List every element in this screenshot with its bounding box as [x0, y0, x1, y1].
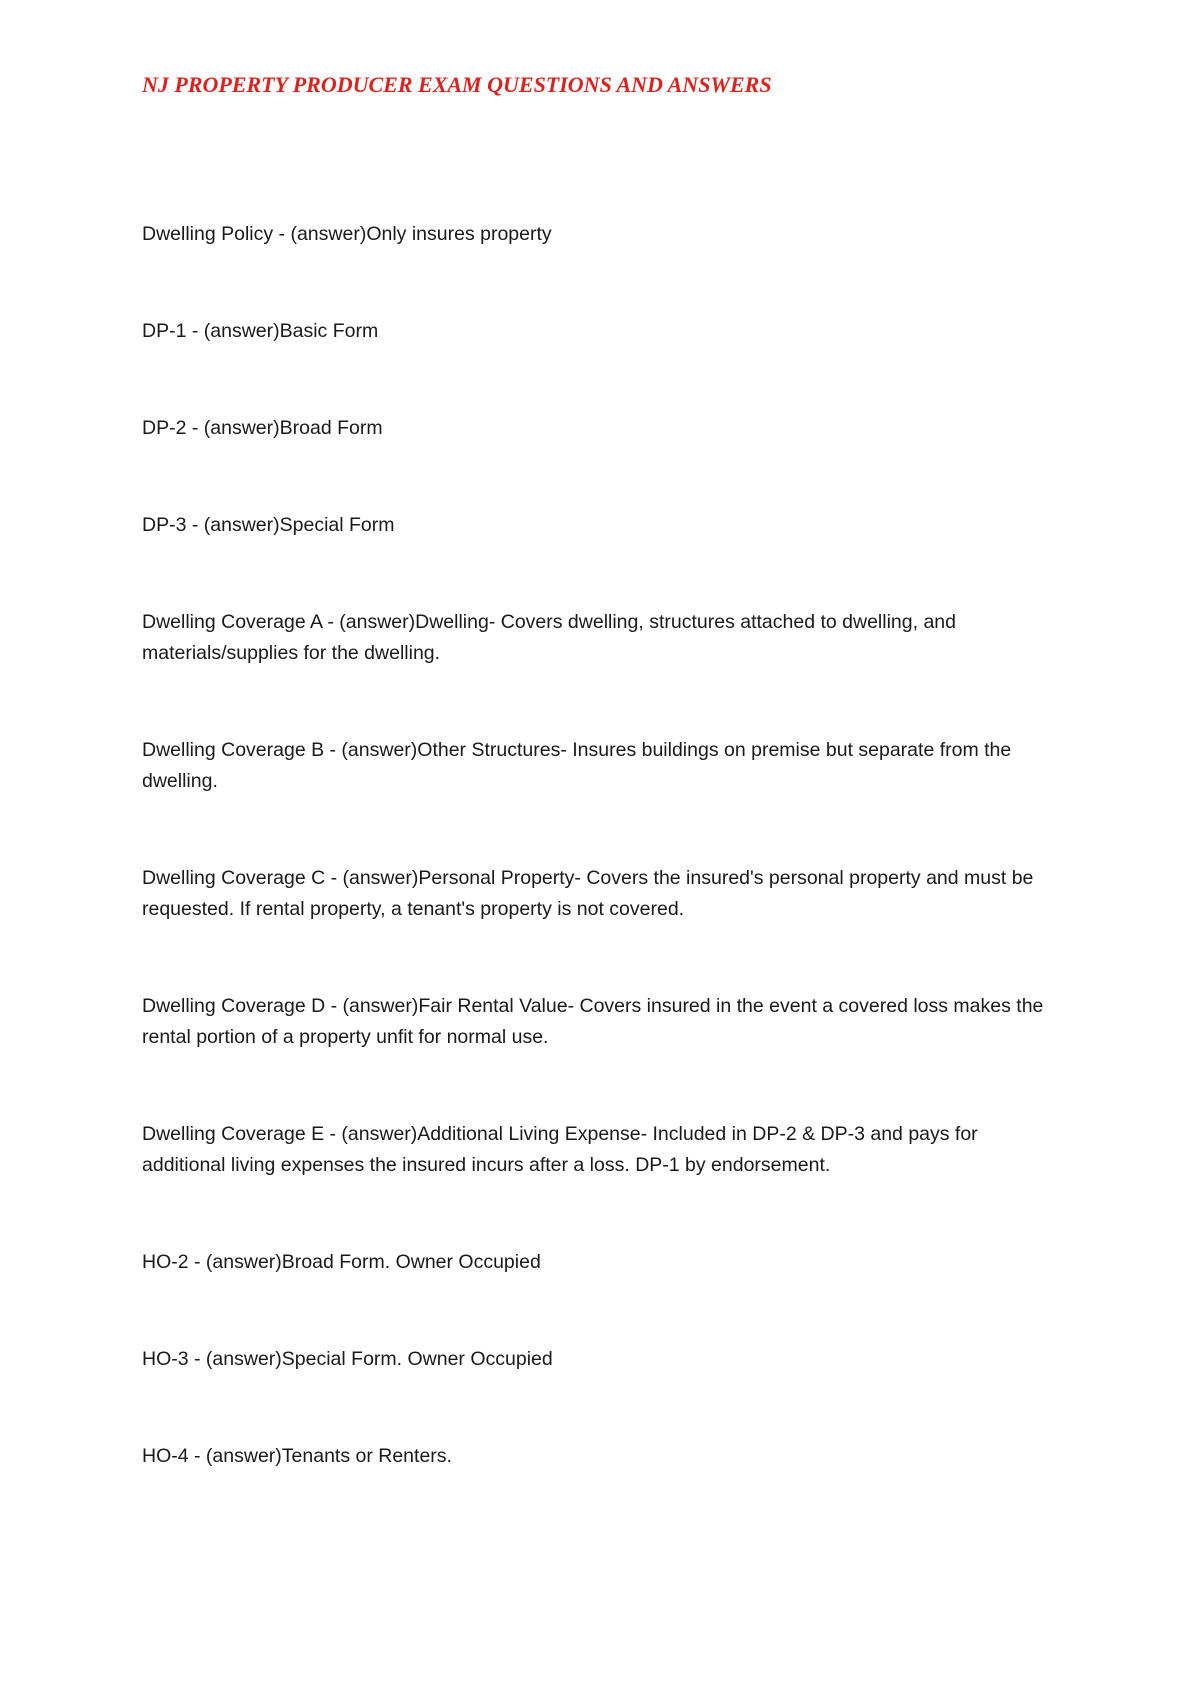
qa-separator: - (answer): [186, 417, 280, 439]
qa-term: Dwelling Policy: [142, 223, 274, 245]
qa-entry: [142, 1247, 1052, 1278]
qa-term: DP-2: [142, 417, 187, 439]
qa-answer: Dwelling- Covers dwelling, structures attached to dwelling, and materials/supplies for the dwelling.: [142, 611, 956, 664]
qa-separator: - (answer): [321, 611, 416, 633]
qa-answer: Broad Form: [279, 417, 383, 439]
qa-answer: Personal Property- Covers the insured's personal property and must be requested. If rental property, a tenant's property is not covered.: [142, 867, 1034, 920]
qa-term: DP-1: [142, 320, 187, 342]
qa-separator: - (answer): [188, 1348, 282, 1370]
qa-entry: [142, 735, 1052, 797]
qa-separator: - (answer): [188, 1251, 282, 1273]
qa-entry: [142, 219, 1052, 250]
qa-term: Dwelling Coverage C: [142, 867, 326, 889]
qa-entry: [142, 316, 1052, 347]
document-title: NJ PROPERTY PRODUCER EXAM QUESTIONS AND ANSWERS: [142, 72, 772, 97]
qa-separator: - (answer): [188, 1445, 282, 1467]
qa-separator: - (answer): [186, 320, 280, 342]
qa-separator: - (answer): [324, 1123, 418, 1145]
qa-answer: Special Form: [279, 514, 395, 536]
qa-answer: Only insures property: [366, 223, 552, 245]
qa-answer: Tenants or Renters.: [281, 1445, 452, 1467]
qa-answer: Basic Form: [279, 320, 379, 342]
qa-separator: - (answer): [325, 867, 419, 889]
qa-entry: [142, 1344, 1052, 1375]
qa-separator: - (answer): [325, 995, 419, 1017]
qa-separator: - (answer): [273, 223, 367, 245]
qa-separator: - (answer): [324, 739, 418, 761]
qa-answer: Special Form. Owner Occupied: [281, 1348, 553, 1370]
qa-entry: [142, 510, 1052, 541]
qa-answer: Other Structures- Insures buildings on premise but separate from the dwelling.: [142, 739, 1012, 792]
qa-entry: [142, 991, 1052, 1053]
qa-answer: Additional Living Expense- Included in DP-2 & DP-3 and pays for additional living expenses the insured incurs after a loss. DP-1 by endorsement.: [142, 1123, 978, 1176]
qa-term: Dwelling Coverage D: [142, 995, 326, 1017]
qa-term: HO-2: [142, 1251, 189, 1273]
qa-separator: - (answer): [186, 514, 280, 536]
qa-entry: [142, 1441, 1052, 1472]
qa-entry: [142, 863, 1052, 925]
qa-answer: Fair Rental Value- Covers insured in the event a covered loss makes the rental portion of a property unfit for normal use.: [142, 995, 1044, 1048]
qa-entry: [142, 1119, 1052, 1181]
qa-term: Dwelling Coverage E: [142, 1123, 325, 1145]
qa-term: HO-4: [142, 1445, 189, 1467]
qa-term: HO-3: [142, 1348, 189, 1370]
qa-term: Dwelling Coverage B: [142, 739, 325, 761]
qa-entry: [142, 413, 1052, 444]
qa-answer: Broad Form. Owner Occupied: [281, 1251, 541, 1273]
qa-term: Dwelling Coverage A: [142, 611, 322, 633]
qa-entry: [142, 607, 1052, 669]
qa-term: DP-3: [142, 514, 187, 536]
